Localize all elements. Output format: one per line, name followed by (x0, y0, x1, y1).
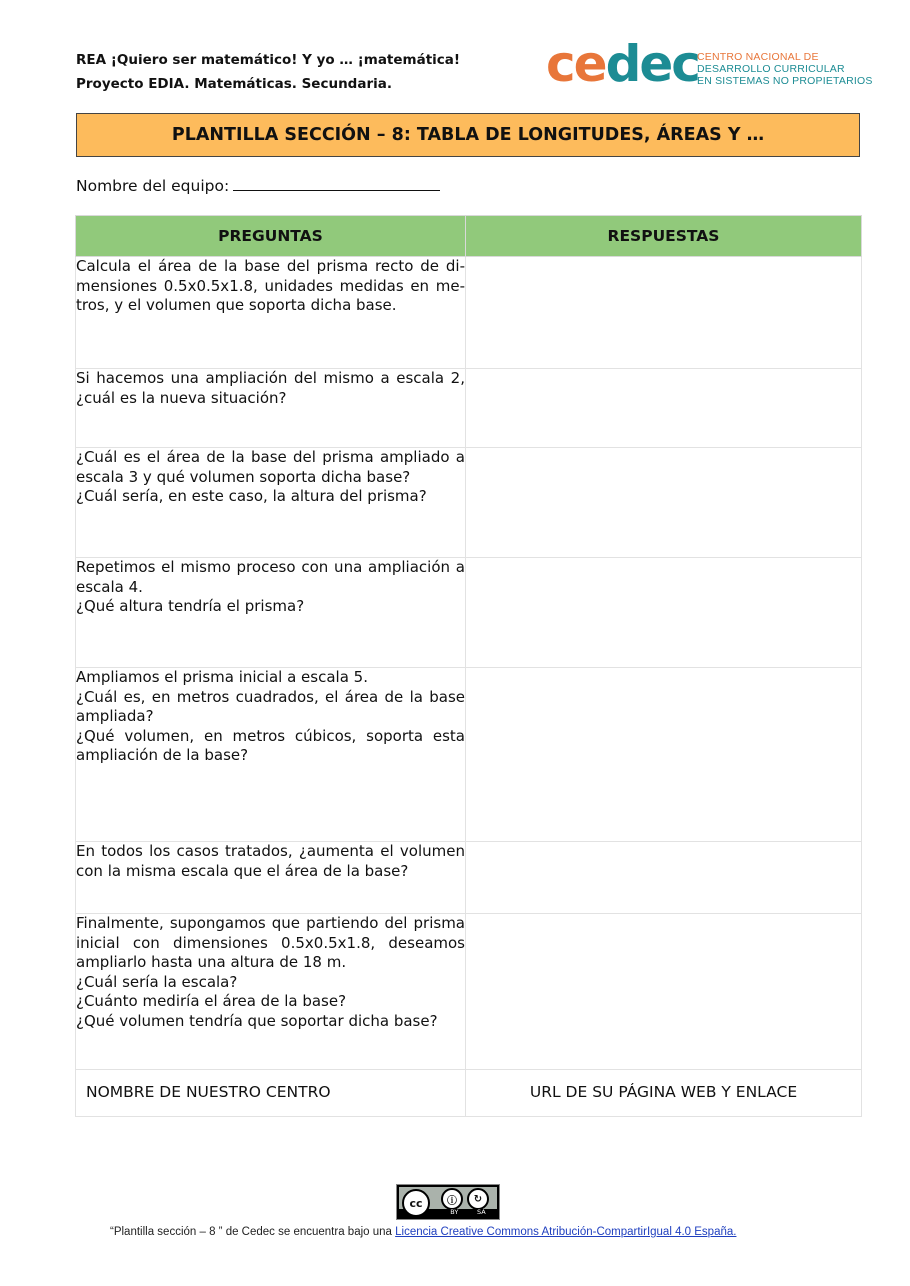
question-cell (76, 257, 466, 369)
question-text: ¿Cuál es, en metros cuadrados, el área de la base ampliada? (76, 687, 465, 725)
table-row (76, 842, 862, 914)
question-cell (76, 369, 466, 448)
sa-icon: ↻ (467, 1188, 489, 1210)
table-row (76, 369, 862, 448)
cc-sa-label: SA (476, 1208, 486, 1216)
answer-cell[interactable] (466, 448, 862, 558)
table-row (76, 257, 862, 369)
question-text: ¿Cuál sería, en este caso, la altura del prisma? (76, 487, 427, 505)
team-name-line (76, 176, 440, 195)
answer-cell[interactable] (466, 369, 862, 448)
question-text: Ampliamos el prisma inicial a escala 5. (76, 668, 368, 686)
header-line-1: REA ¡Quiero ser matemático! Y yo … ¡matemática! (76, 52, 461, 68)
answer-cell[interactable] (466, 668, 862, 842)
answer-cell[interactable] (466, 914, 862, 1070)
license-line (110, 1226, 736, 1238)
questions-table (75, 215, 862, 1117)
question-cell (76, 842, 466, 914)
cedec-logo-word: cedec (546, 35, 699, 93)
creative-commons-badge (396, 1184, 500, 1220)
table-row (76, 558, 862, 668)
license-prefix: “Plantilla sección – 8 ” de Cedec se encuentra bajo una (110, 1226, 396, 1238)
license-link[interactable]: Licencia Creative Commons Atribución-CompartirIgual 4.0 España. (395, 1226, 737, 1238)
question-cell (76, 448, 466, 558)
question-text: ¿Cuál sería la escala? (76, 972, 238, 991)
question-text: Calcula el área de la base del prisma recto de di-mensiones 0.5x0.5x1.8, unidades medidas en me-tros, y el volumen que soporta dicha base. (76, 257, 465, 314)
school-url-label: URL DE SU PÁGINA WEB Y ENLACE (466, 1070, 862, 1117)
team-name-blank[interactable] (233, 176, 440, 191)
question-text: Finalmente, supongamos que partiendo del prisma inicial con dimensiones 0.5x0.5x1.8, deseamos ampliarlo hasta una altura de 18 m. (76, 914, 465, 971)
question-text: ¿Qué volumen, en metros cúbicos, soporta esta ampliación de la base? (76, 726, 465, 764)
cc-by-label: BY (450, 1208, 459, 1216)
cc-icon: cc (402, 1189, 430, 1217)
answer-cell[interactable] (466, 257, 862, 369)
table-row (76, 914, 862, 1070)
answers-header: RESPUESTAS (466, 216, 862, 257)
question-text: ¿Qué volumen tendría que soportar dicha base? (76, 1011, 438, 1030)
answer-cell[interactable] (466, 558, 862, 668)
question-text: En todos los casos tratados, ¿aumenta el volumen con la misma escala que el área de la base? (76, 842, 465, 880)
question-cell (76, 558, 466, 668)
question-text: Si hacemos una ampliación del mismo a escala 2, ¿cuál es la nueva situación? (76, 369, 465, 407)
question-text: Repetimos el mismo proceso con una ampliación a escala 4. (76, 558, 465, 596)
team-name-label: Nombre del equipo: (76, 177, 230, 195)
answer-cell[interactable] (466, 842, 862, 914)
header-text (76, 48, 460, 96)
table-row (76, 668, 862, 842)
question-text: ¿Cuánto mediría el área de la base? (76, 992, 347, 1010)
table-row (76, 448, 862, 558)
cedec-logo (546, 35, 876, 98)
by-icon: ⓘ (441, 1188, 463, 1210)
question-cell (76, 914, 466, 1070)
school-name-label: NOMBRE DE NUESTRO CENTRO (76, 1070, 466, 1117)
question-text: ¿Cuál es el área de la base del prisma ampliado a escala 3 y qué volumen soporta dicha base? (76, 448, 465, 486)
cedec-logo-subtitle: CENTRO NACIONAL DE DESARROLLO CURRICULAR EN SISTEMAS NO PROPIETARIOS (697, 51, 873, 87)
question-cell (76, 668, 466, 842)
questions-header: PREGUNTAS (76, 216, 466, 257)
question-text: ¿Qué altura tendría el prisma? (76, 597, 305, 615)
header-line-2: Proyecto EDIA. Matemáticas. Secundaria. (76, 76, 392, 92)
section-title: PLANTILLA SECCIÓN – 8: TABLA DE LONGITUDES, ÁREAS Y … (76, 113, 860, 157)
